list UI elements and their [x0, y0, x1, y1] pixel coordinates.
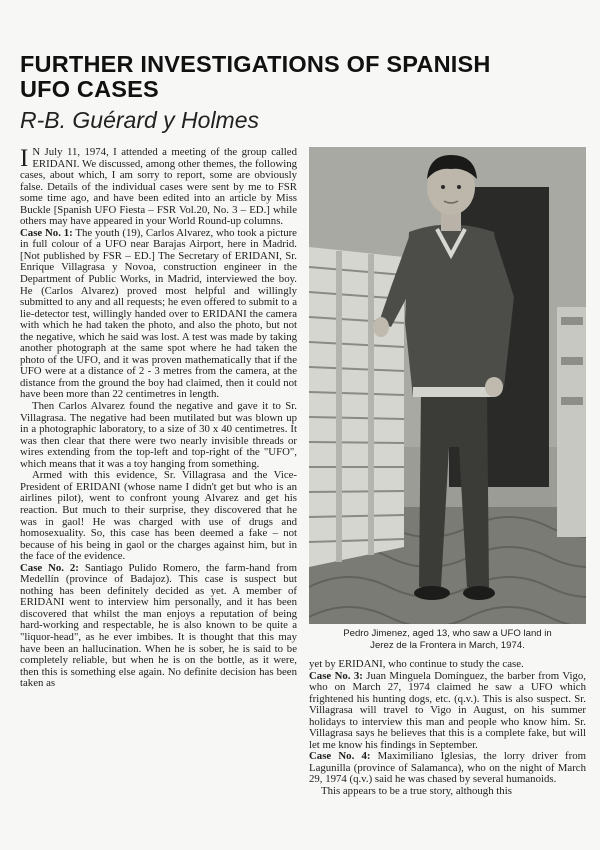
case-2-heading: Case No. 2:	[20, 561, 79, 574]
photo-caption	[309, 628, 586, 652]
case-1-paragraph-3: Armed with this evidence, Sr. Villagrasa and the Vice-President of ERIDANI (whose name I didn't get but who is an airlines pilot), went to confront young Alvarez and get his reaction. But much to their surprise, they discovered that he was in gaol! He was charged with use of drugs and homosexuality. So, this case has been deemed a fake – not because of his being in gaol or the charges against him, but in the face of the evidence.	[20, 469, 297, 563]
title-line-1: FURTHER INVESTIGATIONS OF SPANISH	[20, 51, 491, 77]
case-2-continued: yet by ERIDANI, who continue to study the case.	[309, 658, 524, 670]
photo-boy-standing	[309, 147, 586, 624]
case-4-paragraph-2: This appears to be a true story, although this	[321, 785, 512, 798]
case-4-text: Maximiliano Iglesias, the lorry driver from Lagunilla (province of Salamanca), who on the night of March 29, 1974 (q.v.) said he was chased by several humanoids.	[309, 750, 586, 786]
intro-paragraph	[20, 147, 297, 228]
left-column	[20, 147, 297, 690]
case-1-paragraph	[20, 228, 297, 401]
case-1-text: The youth (19), Carlos Alvarez, who took a picture in full colour of a UFO near Barajas Airport, here in Madrid. [Not published by FSR – ED.] The Secretary of ERIDANI, Sr. Enrique Villagrasa y Novoa, construction engineer in the Department of Public Works, in Madrid, interviewed the boy. He (Carlos Alvarez) proved most helpful and willingly submitted to any and all requests; he even offered to submit to a lie-detector test, willingly handed over to ERIDANI the camera with which he had taken the photo, and also the photo, but not the negative, which he said was lost. A test was made by taking another photograph at the same spot where he had taken the photo of the UFO, and it was proven mathematically that if the UFO were at a distance of 2 - 3 metres from the camera, at the distance from the ground the boy had claimed, then it could not have been more than 22 centimetres in length.	[20, 226, 297, 401]
case-4-heading: Case No. 4:	[309, 750, 371, 763]
case-2-text: Santiago Pulido Romero, the farm-hand from Medellín (province of Badajoz). This case is suspect but nothing has been definitely decided as yet. A member of ERIDANI went to interview him personally, and it has been discovered that whilst the man enjoys a reputation of being hard-working and respectable, he is also known to be quite a "liquor-head", as he ever imbibes. It is thought that this may have been an hallucination. When he is sober, he is said to be completely reliable, but when he is on the bottle, as it were, then this is something else again. No definite decision has been taken as	[20, 561, 297, 690]
case-1-paragraph-2: Then Carlos Alvarez found the negative and gave it to Sr. Villagrasa. The negative had been mutilated but was blown up in a photographic laboratory, to a size of 30 x 40 centimetres. It was then clear that there were two nearly invisible threads or wires extending from the top-left and top-right of the "UFO", which means that it was a toy hanging from something.	[20, 400, 297, 470]
caption-line-2: Jerez de la Frontera in March, 1974.	[370, 640, 525, 651]
title-line-2: UFO CASES	[20, 76, 159, 102]
caption-line-1: Pedro Jimenez, aged 13, who saw a UFO land in	[343, 628, 552, 639]
author-byline: R-B. Guérard y Holmes	[20, 107, 260, 133]
case-3-text: Juan Minguela Domínguez, the barber from Vigo, who on March 27, 1974 claimed he saw a UFO which frightened his hunting dogs, etc. (q.v.). This is also suspect. Sr. Villagrasa will travel to Vigo in August, on his summer holidays to interview this man and people who know him. Sr. Villagrasa says he believes that this is a complete fake, but will let me know his findings in September.	[309, 669, 587, 751]
case-3-heading: Case No. 3:	[309, 669, 363, 682]
case-4-paragraph	[309, 751, 586, 786]
intro-text: N July 11, 1974, I attended a meeting of the group called ERIDANI. We discussed, among other themes, the following cases, about which, I am sorry to report, some are obviously false. Details of the individual cases were sent by me to FSR some time ago, and have been edited into an article by Miss Buckle [Spanish UFO Fiesta – FSR Vol.20, No. 3 – ED.] while others may have appeared in your World Round-up columns.	[20, 146, 297, 228]
case-1-heading: Case No. 1:	[20, 226, 73, 239]
case-2-paragraph	[20, 563, 297, 690]
right-column	[309, 659, 586, 798]
article-title	[20, 52, 580, 102]
case-3-paragraph	[309, 671, 586, 752]
drop-cap: I	[20, 145, 29, 172]
photograph	[309, 147, 586, 624]
